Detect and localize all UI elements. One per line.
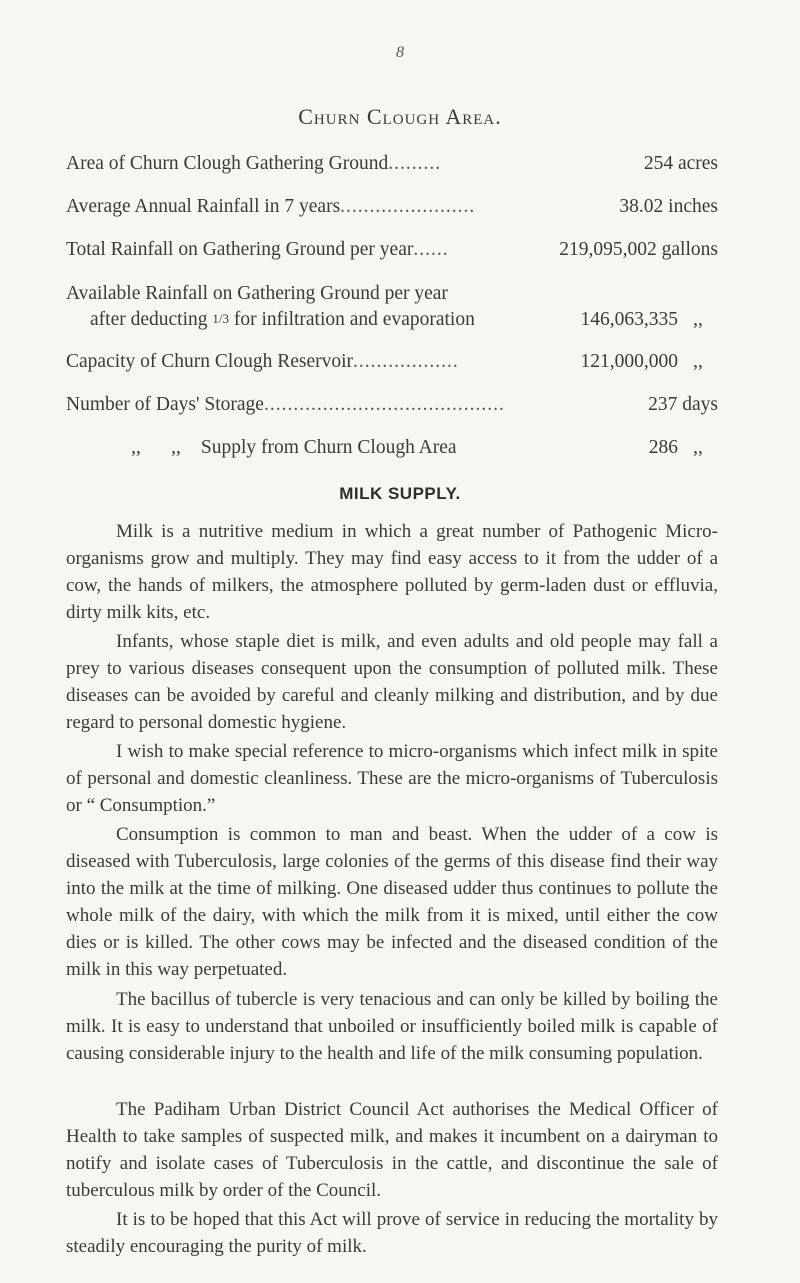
leader-dots: ....................... xyxy=(340,196,476,217)
leader-dots: ......... xyxy=(388,153,442,174)
paragraph: The bacillus of tubercle is very tenacious and can only be killed by boiling the milk. It is easy to understand that unboiled or insufficiently boiled milk is capable of causing considerable injury to the health and life of the milk consuming population. xyxy=(66,989,718,1064)
ditto-mark: ,, xyxy=(693,351,703,372)
stat-value: 254 acres xyxy=(643,153,718,174)
milk-supply-heading: MILK SUPPLY. xyxy=(339,484,461,503)
stat-label: Capacity of Churn Clough Reservoir xyxy=(66,351,354,372)
stat-label: Total Rainfall on Gathering Ground per year xyxy=(66,239,414,260)
stat-label: ,, ,, Supply from Churn Clough Area xyxy=(116,436,457,460)
stat-label: Number of Days' Storage xyxy=(66,394,264,415)
stat-value: 237 days xyxy=(648,394,718,415)
paragraph: Milk is a nutritive medium in which a great number of Pathogenic Micro-organisms grow and multiply. They may find easy access to it from the udder of a cow, the hands of milkers, the atmosphere polluted by germ-laden dust or effluvia, dirty milk kits, etc. xyxy=(66,521,718,623)
fraction: 1/3 xyxy=(212,311,229,326)
stat-value: 38.02 inches xyxy=(619,196,718,217)
ditto-mark: ,, xyxy=(171,437,181,458)
stat-row-available-rainfall xyxy=(66,282,718,306)
leader-dots: ......................................... xyxy=(263,394,505,415)
stat-value: 146,063,335 ,, xyxy=(581,308,719,332)
ditto-mark: ,, xyxy=(693,309,703,330)
stat-row-after-deducting xyxy=(90,307,718,332)
section-title: Churn Clough Area. xyxy=(298,104,502,129)
paragraph: Consumption is common to man and beast. When the udder of a cow is diseased with Tuberculosis, large colonies of the germs of this disease find their way into the milk at the time of milking. One diseased udder thus continues to pollute the whole milk of the dairy, with which the milk from it is mixed, until either the cow dies or is killed. The other cows may be infected and the diseased condition of the milk in this way perpetuated. xyxy=(66,824,718,980)
stat-row-supply xyxy=(116,436,718,460)
stat-value: 219,095,002 gallons xyxy=(559,239,718,260)
page-number: 8 xyxy=(396,44,404,61)
stat-row-capacity xyxy=(66,350,718,374)
stat-label: Average Annual Rainfall in 7 years xyxy=(66,196,341,217)
leader-dots: ...... xyxy=(413,239,449,260)
stat-row-total-rainfall xyxy=(66,238,718,262)
paragraph: The Padiham Urban District Council Act authorises the Medical Officer of Health to take samples of suspected milk, and makes it incumbent on a dairyman to notify and isolate cases of Tuberculosis in the cattle, and discontinue the sale of tuberculous milk by order of the Council. xyxy=(66,1099,718,1201)
stat-row-storage-days xyxy=(66,393,718,417)
paragraph: Infants, whose staple diet is milk, and even adults and old people may fall a prey to various diseases consequent upon the consumption of polluted milk. These diseases can be avoided by careful and cleanly milking and distribution, and by due regard to personal domestic hygiene. xyxy=(66,631,718,733)
stat-value: 286 ,, xyxy=(649,436,718,460)
ditto-mark: ,, xyxy=(131,437,141,458)
stat-label: Available Rainfall on Gathering Ground per year xyxy=(66,283,448,304)
ditto-mark: ,, xyxy=(693,437,703,458)
stat-value: 121,000,000 ,, xyxy=(581,350,719,374)
paragraph: It is to be hoped that this Act will prove of service in reducing the mortality by steadily encouraging the purity of milk. xyxy=(66,1209,718,1257)
stat-label: Area of Churn Clough Gathering Ground xyxy=(66,153,389,174)
stat-label: after deducting 1/3 for infiltration and evaporation xyxy=(90,309,475,330)
paragraph: I wish to make special reference to micro-organisms which infect milk in spite of personal and domestic cleanliness. These are the micro-organisms of Tuberculosis or “ Consumption.” xyxy=(66,741,718,816)
leader-dots: .................. xyxy=(353,351,459,372)
stat-row-rainfall xyxy=(66,195,718,219)
stat-row-area xyxy=(66,152,718,176)
